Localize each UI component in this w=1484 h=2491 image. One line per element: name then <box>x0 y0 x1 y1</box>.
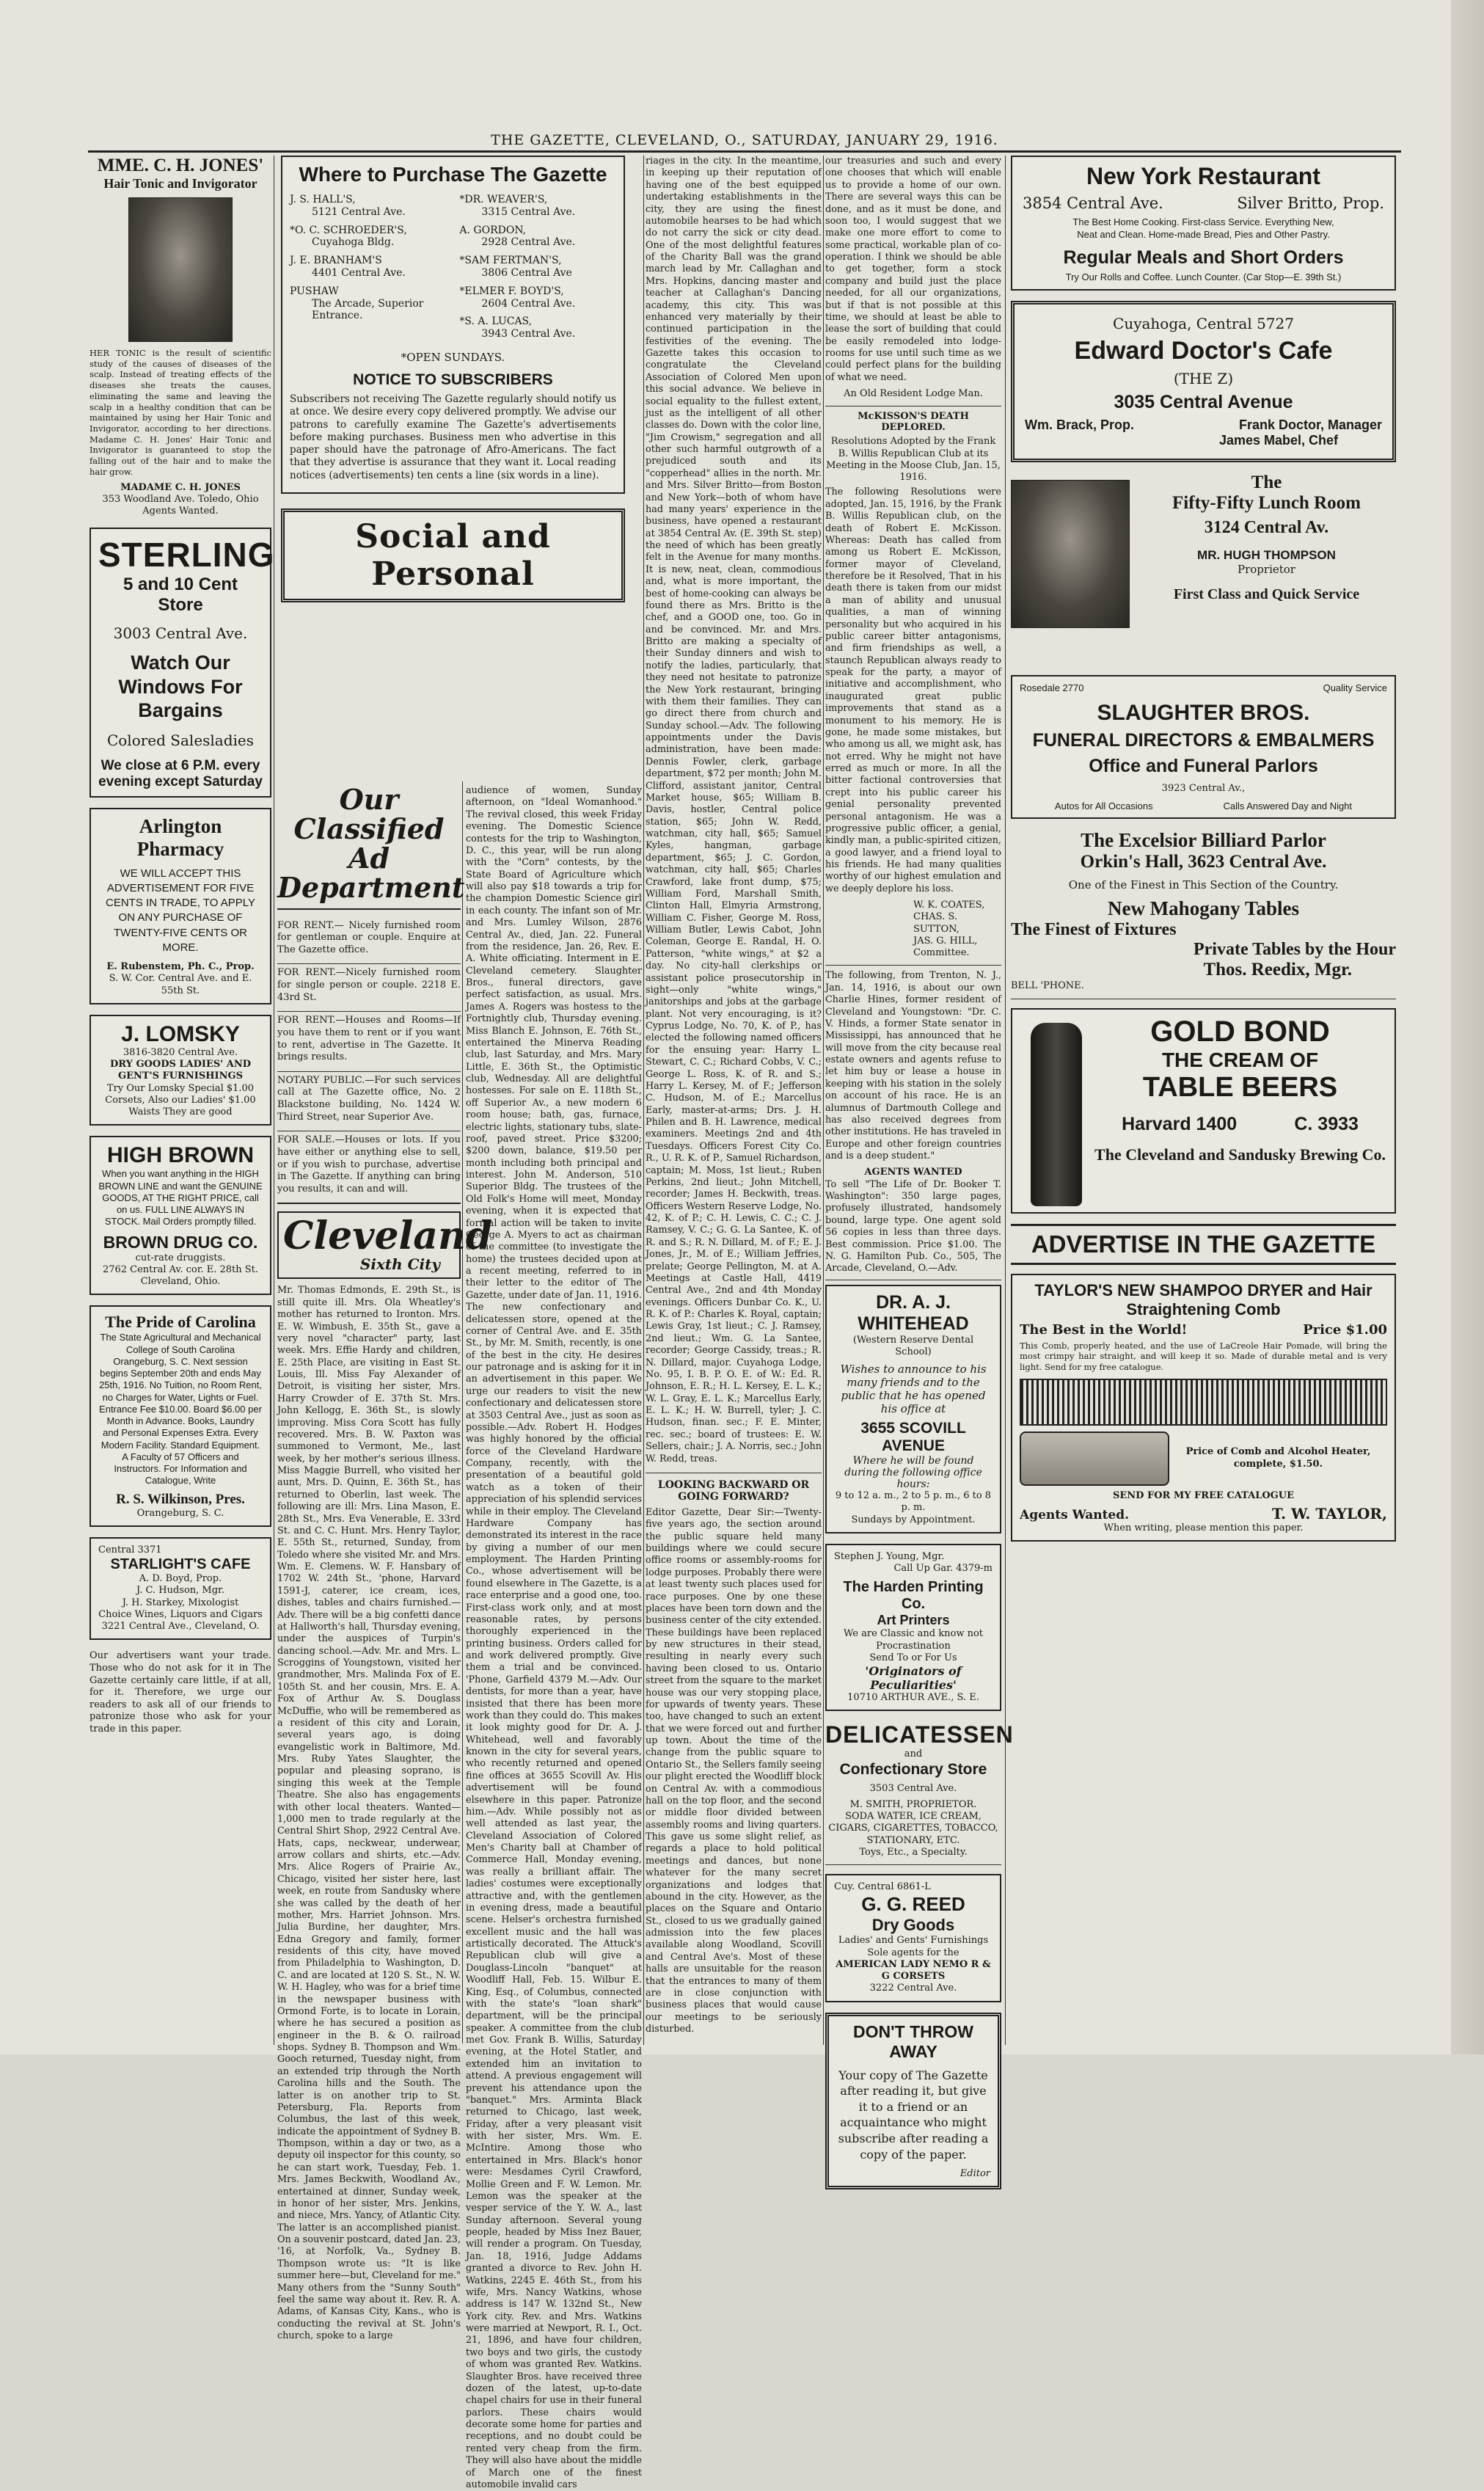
where-title: Where to Purchase The Gazette <box>299 163 607 186</box>
slaughter-autos: Autos for All Occasions <box>1054 800 1153 812</box>
jones-portrait <box>128 197 233 342</box>
vendor-entry: *S. A. LUCAS, 3943 Central Ave. <box>459 316 576 340</box>
lomsky-address: 3816-3820 Central Ave. <box>123 1046 238 1058</box>
vendor-entry: *SAM FERTMAN'S, 3806 Central Ave <box>459 255 572 279</box>
taylor-agents: Agents Wanted. <box>1020 1507 1130 1522</box>
where-box <box>281 156 625 494</box>
reed-ad <box>825 1874 1001 2002</box>
where-sundays: *OPEN SUNDAYS. <box>401 350 505 364</box>
fifty-service: First Class and Quick Service <box>1173 586 1360 603</box>
reed-address: 3222 Central Ave. <box>869 1983 957 1994</box>
goldbond-cream: THE CREAM OF <box>1161 1048 1319 1071</box>
doctor-title: Edward Doctor's Cafe <box>1074 337 1333 365</box>
sterling-title: STERLING <box>98 536 275 575</box>
sterling-ladies: Colored Salesladies <box>106 731 255 749</box>
deli-goods: SODA WATER, ICE CREAM, CIGARS, CIGARETTES, TOBACCO, STATIONARY, ETC. <box>828 1811 998 1846</box>
deli-title: DELICATESSEN <box>825 1721 1014 1748</box>
column4-text: audience of women, Sunday afternoon, on "Ideal Womanhood." The revival closed, this week Friday evening. The Domestic Science contests for the trip to Washington, D. C., this year, will be run along with the "Corn" contests, by the State Board of Agriculture which will also pay $18 towards a trip for the champion Domestic Science girl in each county. The infant son of Mr. and Mrs. Lumley Wilson, 2876 Central Av., died, Jan. 22. Funeral from the residence, Jan. 26, Rev. E. A. White officiating. Interment in E. Cleveland cemetery. Slaughter Bros., funeral directors, gave perfect satisfaction, as usual. Mrs. James A. Rogers was hostess to the Fortnightly club, Thursday evening. Miss Blanch E. Johnson, E. 76th St., entertained the Minerva Reading club, last Saturday, and Mrs. Mary Little, E. 36th St., the Optimistic club, Wednesday. All are delightful hostesses. For sale on E. 118th St., off Superior Av., a new modern 6 room house; bath, gas, furnace, electric lights, stationary tubs, slate-roof, paved street. Price $3200; $200 down, balance, $19.50 per month including both principal and interest. John M. Anderson, 510 Superior Bldg. The trustees of the Old Folk's Home will meet, Monday evening, when it is expected that formal action will be taken to invite George A. Myers to act as chairman of the committee (to investigate the home) the trustees decided upon at a recent meeting, referred to in their letter to the editor of The Gazette, under date of Jan. 11, 1916. The new confectionary and delicatessen store, opened at the corner of Central Ave. and E. 35th St., by Mr. M. Smith, recently, is one of the best in the city. He desires our patronage and is asking for it in an advertisement in this paper. We urge our readers to visit the new confectionary and delicatessen store at 3503 Central Ave., just as soon as possible.—Adv. Robert H. Hodges was highly honored by the official force of the Cleveland Hardware Company, recently, with the presentation of a beautiful gold watch as a token of their appreciation of his splendid services while in their employ. The Cleveland Hardware Company has demonstrated its interest in the race by giving a number of our men employment. The Harden Printing Co., whose advertisement will be found elsewhere in The Gazette, is a race enterprise and a good one, too. First-class work only, and at most reasonable rates, by persons thoroughly experienced in the printing business. Orders called for and work delivered promptly. Give them a trial and be convinced. 'Phone, Garfield 4379 M.—Adv. Our dentists, for more than a year, have insisted that there has been more work than they could do. This makes it look mighty good for Dr. A. J. Whitehead, well and favorably known in the city for several years, who recently returned and opened fine offices at 3655 Scovill Av. His advertisement will be found elsewhere in this paper. Patronize him.—Adv. While possibly not as well attended as last year, the Cleveland Association of Colored Men's Charity ball at Chamber of Commerce Hall, Monday evening, was really a brilliant affair. The ladies' costumes were exceptionally attractive and, with the gentlemen in evening dress, made a beautiful scene. Helser's orchestra furnished excellent music and the hall was artistically decorated. The Attuck's Republican club will give a Douglass-Lincoln "banquet" at Woodliff Hall, Feb. 15. Wilbur E. King, Esq., of Columbus, connected with the state's "loan shark" department, will be the principal speaker. A committee from the club met Gov. Frank B. Willis, Saturday evening, at the Hotel Statler, and extended him an invitation to attend. A previous engagement will prevent his attendance upon the "banquet." Mrs. Arminta Black returned to Chicago, last week, Friday, after a very pleasant visit with her sister, Mrs. Wm. E. McIntire. Among those who entertained in Mrs. Black's honor were: Mesdames Cyril Crawford, Mollie Green and F. W. Lemon. Mr. Lemon was the speaker at the vesper service of the Y. W. A., last Sunday afternoon. Several young people, headed by Miss Inez Bauer, will render a program. On Tuesday, Jan. 18, 1916, Judge Addams granted a divorce to Rev. John H. Watkins, 2245 E. 46th St., from his wife, Mrs. Nancy Watkins, whose address is 147 W. 132nd St., New York city. Rev. and Mrs. Watkins were married at Newport, R. I., Oct. 21, 1896, and have four children, two boys and two girls, the custody of whom was granted Rev. Watkins. Slaughter Bros. have received three dozen of the latest, up-to-date chapel chairs for use in their funeral parlors. These chairs would decorate some home for parties and receptions, and no doubt could be rented very cheap from the firm. They will also have about the middle of March one of the finest automobile invalid cars <box>466 785 642 2490</box>
slaughter-calls: Calls Answered Day and Night <box>1223 800 1353 812</box>
masthead-rule <box>88 150 1401 153</box>
where-list <box>290 194 616 346</box>
column-4 <box>466 785 642 2490</box>
reed-brand: AMERICAN LADY NEMO R & G CORSETS <box>836 1958 991 1983</box>
goldbond-phone1: Harvard 1400 <box>1122 1113 1238 1134</box>
fifty-ad <box>1011 473 1396 663</box>
beer-bottle-icon <box>1020 1015 1093 1206</box>
column-3 <box>277 783 493 2342</box>
billiard-mgr: Thos. Reedix, Mgr. <box>1203 960 1352 980</box>
carolina-text: The State Agricultural and Mechanical College of South Carolina Orangeburg, S. C. Next session begins September 20th and ends May 25th, 1916. No Tuition, no Room Rent, no Charges for Water, Lights or Fuel. Entrance Fee $10.00. Board $6.00 per Month in Advance. Books, Laundry and Personal Expenses Extra. Every Modern Facility. Standard Equipment. A Faculty of 57 Officers and Instructors. For Information and Catalogue, Write <box>99 1332 262 1487</box>
doctor-phone: Cuyahoga, Central 5727 <box>1113 315 1294 333</box>
jones-agents: Agents Wanted. <box>142 506 219 517</box>
nyrest-text: The Best Home Cooking. First-class Service. Everything New, Neat and Clean. Home-made Bread, Pies and Other Pastry. <box>1072 216 1334 240</box>
whitehead-where: Where he will be found during the following office hours: <box>844 1455 982 1491</box>
jones-address: 353 Woodland Ave. Toledo, Ohio <box>102 493 259 505</box>
billiard-phone: BELL 'PHONE. <box>1011 980 1084 992</box>
billiard-hall: Orkin's Hall, 3623 Central Ave. <box>1080 852 1327 872</box>
billiard-fixtures: The Finest of Fixtures <box>1011 920 1177 940</box>
vendor-entry: *DR. WEAVER'S, 3315 Central Ave. <box>459 194 576 218</box>
starlight-prop: A. D. Boyd, Prop. <box>139 1573 222 1585</box>
agents-title: AGENTS WANTED <box>864 1167 962 1178</box>
cleveland-subtitle: Sixth City <box>359 1255 440 1274</box>
deli-address: 3503 Central Ave. <box>869 1782 957 1794</box>
taylor-best: The Best in the World! <box>1020 1321 1188 1338</box>
taylor-row <box>1020 1322 1387 1338</box>
column-rule <box>1005 156 1006 2045</box>
lomsky-goods: DRY GOODS LADIES' AND GENT'S FURNISHINGS <box>109 1059 252 1082</box>
taylor-send: SEND FOR MY FREE CATALOGUE <box>1112 1489 1295 1501</box>
slaughter-bottom-row <box>1020 800 1387 812</box>
goldbond-ad <box>1011 1008 1396 1214</box>
notice-text: Subscribers not receiving The Gazette regularly should notify us at once. We desire every copy delivered promptly. We advise our patrons to carefully examine The Gazette's advertisements before making purchases. Business men who advertise in this paper should have the patronage of Afro-Americans. The fact that they advertise is assurance that they want it. Local reading notices (advertisements) ten cents a line (six words in a line). <box>290 393 616 481</box>
slaughter-top-row <box>1020 682 1387 693</box>
deli-and: and <box>904 1748 923 1760</box>
goldbond-text <box>1093 1015 1387 1206</box>
vendor-entry: PUSHAW The Arcade, Superior Entrance. <box>290 285 424 322</box>
billiard-title: The Excelsior Billiard Parlor <box>1081 829 1326 852</box>
lomsky-try: Try Our Lomsky Special $1.00 Corsets, Also our Ladies' $1.00 Waists They are good <box>105 1082 256 1118</box>
billiard-finest: One of the Finest in This Section of the Country. <box>1068 878 1339 892</box>
vendor-entry: *O. C. SCHROEDER'S, Cuyahoga Bldg. <box>290 224 407 249</box>
slaughter-ad <box>1011 675 1396 819</box>
throw-text: Your copy of The Gazette after reading it, but give it to a friend or an acquaintance who might subscribe after reading a copy of the paper. <box>838 2068 989 2162</box>
doctor-staff-row <box>1025 417 1382 433</box>
nyrest-try: Try Our Rolls and Coffee. Lunch Counter. (Car Stop—E. 39th St.) <box>1065 271 1342 282</box>
billiard-private: Private Tables by the Hour <box>1193 940 1396 960</box>
sterling-ad <box>89 528 275 797</box>
agents-text: To sell "The Life of Dr. Booker T. Washington": 350 large pages, profusely illustrated, handsomely bound, large type. One agent sold 56 copies in less than three days. Best commission. Price $1.00. The N. G. Hamilton Pub. Co., 505, The Arcade, Cleveland, O.—Adv. <box>825 1179 1001 1280</box>
where-right <box>459 194 616 346</box>
deli-sub: Confectionary Store <box>839 1760 987 1778</box>
starlight-title: STARLIGHT'S CAFE <box>110 1556 251 1573</box>
taylor-when: When writing, please mention this paper. <box>1103 1522 1304 1533</box>
classified-title: Our Classified Ad Department <box>277 783 465 904</box>
highbrown-company: BROWN DRUG CO. <box>103 1232 258 1252</box>
nyrest-title: New York Restaurant <box>1086 163 1320 189</box>
classified-ad: FOR RENT.— Nicely furnished room for gentleman or couple. Enquire at The Gazette office. <box>277 917 461 965</box>
classified-header <box>277 783 465 910</box>
lomsky-title: J. LOMSKY <box>121 1021 240 1046</box>
harden-title: The Harden Printing Co. <box>843 1579 984 1613</box>
harden-sub: Art Printers <box>877 1613 950 1628</box>
goldbond-title: GOLD BOND <box>1150 1015 1330 1048</box>
thompson-portrait <box>1011 480 1130 628</box>
doctor-mabel: James Mabel, Chef <box>1218 433 1338 448</box>
column-6 <box>825 156 1014 2180</box>
harden-call: Call Up Gar. 4379-m <box>893 1563 993 1575</box>
nyrest-ad <box>1011 156 1396 291</box>
fifty-address: 3124 Central Av. <box>1204 518 1329 538</box>
slaughter-sub2: Office and Funeral Parlors <box>1089 756 1318 777</box>
doctor-address: 3035 Central Avenue <box>1114 392 1293 413</box>
column1-footer: Our advertisers want your trade. Those who do not ask for it in The Gazette certainly care little, if at all, for it. Therefore, we urge our readers to ask all of our friends to patronize those who ask for your trade in this paper. <box>89 1650 271 1735</box>
column-1 <box>89 156 275 2049</box>
throw-ad <box>825 2013 1001 2190</box>
throw-sig: Editor <box>960 2168 990 2180</box>
fifty-mgr: MR. HUGH THOMPSON <box>1197 548 1336 563</box>
classified-ad: NOTARY PUBLIC.—For such services call at The Gazette office, No. 2 Blackstone building, No. 1424 W. Third Street, near Superior Ave. <box>277 1072 461 1132</box>
column6-text: our treasuries and such and every one chooses that which will enable us to provide a home of our own. There are several ways this can be done, and as it must be done, and soon too, I would suggest that we make one more effort to come to some practical, workable plan of co-operation. I think we should be able to get together, form a stock company and build just the place needed, for all our organizations, but if that is not possible at this time, we should at least be able to lease the sort of building that could be easily remodeled into lodge-rooms for use until such time as we could perfect plans for the building of what we need. <box>825 156 1001 383</box>
harden-slogan: 'Originators of Peculiarities' <box>865 1664 962 1693</box>
fifty-text <box>1130 473 1396 663</box>
doctor-brack: Wm. Brack, Prop. <box>1025 417 1135 433</box>
highbrown-druggists: cut-rate druggists. <box>135 1252 226 1263</box>
doctor-z: (THE Z) <box>1173 370 1234 388</box>
starlight-hudson: J. C. Hudson, Mgr. <box>136 1585 224 1597</box>
harden-address: 10710 ARTHUR AVE., S. E. <box>847 1692 979 1704</box>
heater-icon <box>1020 1431 1169 1486</box>
sterling-watch: Watch Our Windows For Bargains <box>118 652 243 722</box>
whitehead-title: DR. A. J. WHITEHEAD <box>858 1291 969 1334</box>
fifty-title: Fifty-Fifty Lunch Room <box>1172 493 1361 514</box>
taylor-text: This Comb, properly heated, and the use of LaCreole Hair Pomade, will bring the most crimpy hair straight, and will keep it so. Made of durable metal and is very light. Send for my free catalogue. <box>1020 1340 1387 1372</box>
doctor-ad <box>1011 301 1396 462</box>
harden-ad <box>825 1544 1001 1712</box>
classified-ad: FOR RENT.—Nicely furnished room for single person or couple. 2218 E. 43rd St. <box>277 964 461 1012</box>
vendor-entry: J. S. HALL'S, 5121 Central Ave. <box>290 194 406 218</box>
social-header <box>281 508 625 602</box>
reed-sub: Dry Goods <box>871 1916 955 1935</box>
deli-prop: M. SMITH, PROPRIETOR. <box>849 1798 977 1810</box>
comb-icon <box>1020 1379 1387 1426</box>
whitehead-sundays: Sundays by Appointment. <box>851 1514 976 1525</box>
advertise-banner: ADVERTISE IN THE GAZETTE <box>1011 1224 1396 1265</box>
mckisson-title: McKISSON'S DEATH DEPLORED. <box>825 406 1001 433</box>
arlington-text: WE WILL ACCEPT THIS ADVERTISEMENT FOR FIVE CENTS IN TRADE, TO APPLY ON ANY PURCHASE OF TWENTY-FIVE CENTS OR MORE. <box>106 867 255 954</box>
reed-phone: Cuy. Central 6861-L <box>834 1881 931 1893</box>
jones-name: MADAME C. H. JONES <box>120 481 241 493</box>
taylor-footer <box>1020 1505 1387 1522</box>
nyrest-meals: Regular Meals and Short Orders <box>1063 247 1344 268</box>
whitehead-hours: 9 to 12 a. m., 2 to 5 p. m., 6 to 8 p. m. <box>835 1490 992 1514</box>
deli-toys: Toys, Etc., a Specialty. <box>859 1846 968 1858</box>
highbrown-title: HIGH BROWN <box>107 1143 254 1168</box>
jones-ad <box>89 156 271 517</box>
masthead: THE GAZETTE, CLEVELAND, O., SATURDAY, JANUARY 29, 1916. <box>491 132 998 148</box>
column-rule <box>823 156 824 2045</box>
column-7 <box>1011 156 1396 2049</box>
social-title: Social and Personal <box>355 517 551 593</box>
taylor-price: Price $1.00 <box>1303 1321 1387 1338</box>
slaughter-quality: Quality Service <box>1323 682 1387 694</box>
sterling-address: 3003 Central Ave. <box>113 624 248 643</box>
sterling-close: We close at 6 P.M. every evening except Saturday <box>98 757 263 789</box>
goldbond-beers: TABLE BEERS <box>1142 1071 1338 1103</box>
whitehead-wish: Wishes to announce to his many friends and to the public that he has opened his office at <box>840 1363 987 1416</box>
fifty-prop: Proprietor <box>1238 563 1295 577</box>
column-rule <box>643 156 644 2045</box>
reed-text: Ladies' and Gents' Furnishings Sole agents for the <box>838 1935 989 1958</box>
carolina-city: Orangeburg, S. C. <box>136 1507 224 1519</box>
highbrown-ad <box>89 1136 271 1295</box>
column6-signature: An Old Resident Lodge Man. <box>844 388 983 400</box>
taylor-heater-row <box>1020 1431 1387 1486</box>
sterling-subtitle: 5 and 10 Cent Store <box>123 575 238 616</box>
taylor-ad <box>1011 1274 1396 1542</box>
nyrest-address-row <box>1023 194 1384 212</box>
vendor-entry: A. GORDON, 2928 Central Ave. <box>459 224 576 249</box>
goldbond-phones <box>1093 1114 1387 1135</box>
looking-text: Editor Gazette, Dear Sir:—Twenty-five years ago, the section around the public square held many buildings where we could secure office rooms or assembly-rooms for lodge purposes. Probably there were at least twenty such places used for race purposes. One by one these places have been torn down and the business center of the city extended. These buildings have been replaced by new structures in their stead, resulting in nearly every such having been closed to us. Ontario street from the square to the market house was our very stopping place, for upwards of twenty years. These too, have changed to such an extent that we were forced out and further up town. About the time of the change from the public square to Ontario St., the Sellers family seeing our plight erected the Woodliff block on Central Av. with a commodious hall on the top floor, and the second or middle floor divided between assembly rooms and living quarters. This gave us some slight relief, as regards a place to hold political meetings and dances, but none whatever for the many secret organizations and lodges that abound in the city. However, as the places on the Square and Ontario St., closed to us we gradually gained admission into the few places available along Woodland, Scovill and Central Ave's. Most of these halls are unsuitable for the reason that the entrances to many of them are in close conjunction with business places that would cause our meetings to be seriously disturbed. <box>646 1506 822 2035</box>
carolina-ad <box>89 1305 271 1527</box>
notice-title: NOTICE TO SUBSCRIBERS <box>353 371 553 388</box>
harden-send: Send To or For Us <box>869 1652 957 1663</box>
reed-title: G. G. REED <box>861 1893 965 1916</box>
trenton-text: The following, from Trenton, N. J., Jan. 14, 1916, is about our own Charlie Hines, former resident of Cleveland and Youngstown: "Dr. C. V. Hinds, a former State senator in Mississippi, has announced that he will move from the city because real estate owners and agents refuse to let him buy or lease a house in keeping with his station in the solely on account of his race. He is an alumnus of Dartmouth College and has also received degrees from other institutions. He has traveled in Europe and other foreign countries and is a deep student." <box>825 965 1001 1162</box>
carolina-president: R. S. Wilkinson, Pres. <box>116 1491 245 1507</box>
page-edge <box>1451 0 1484 2054</box>
cleveland-title: Cleveland <box>283 1214 493 1259</box>
taylor-name: T. W. TAYLOR, <box>1271 1504 1387 1522</box>
jones-text: HER TONIC is the result of scientific study of the causes of diseases of the scalp. Instead of treating effects of the diseases she treats the causes, eliminating the same and leaving the scalp in a healthy condition that can be maintained by using her Hair Tonic and Invigorator, according to her directions. Madame C. H. Jones' Hair Tonic and Invigorator is guaranteed to stop the falling out of the hair and to make the hair grow. <box>89 348 271 477</box>
nyrest-address: 3854 Central Ave. <box>1023 194 1163 212</box>
taylor-alcohol: Price of Comb and Alcohol Heater, complete, $1.50. <box>1185 1446 1371 1470</box>
classified-ad: FOR SALE.—Houses or lots. If you have either or anything else to sell, or if you wish to purchase, advertise in The Gazette. If anything can bring you results, it can and will. <box>277 1131 461 1204</box>
mckisson-signers: W. K. COATES, CHAS. S. SUTTON, JAS. G. HILL, Committee. <box>913 900 985 959</box>
lomsky-ad <box>89 1015 271 1126</box>
billiard-tables: New Mahogany Tables <box>1107 897 1300 920</box>
taylor-title: TAYLOR'S NEW SHAMPOO DRYER and Hair Straightening Comb <box>1034 1280 1372 1319</box>
column5-text: riages in the city. In the meantime, in keeping up their reputation of having one of the best equipped undertaking establishments in the city, they are using the finest automobile hearses to be had which do not carry the sick or city dead. One of the most delightful features of the Charity Ball was the grand march lead by Mr. Callaghan and Mrs. Hopkins, dancing master and teacher at Callaghan's Dancing academy, this city. This was enhanced very materially by their continued participation in the festivities of the evening. The Gazette takes this occasion to congratulate the Cleveland Association of Colored Men upon this social advance. We believe in social equality to the fullest extent, just as the intelligent of all other classes do. Down with the color line, "Jim Crowism," segregation and all other such harmful outgrowth of a prejudiced south and its "copperhead" allies in the north. Mr. and Mrs. Silver Britto—from Boston and New York—both of whom have had many years' experience in the business, have opened a restaurant at 3854 Central Av. (E. 39th St. step) the need of which has been greatly felt in the Avenue for many months. It is new, neat, clean, commodious and, what is more important, the best of home-cooking can always be found there as Mrs. Britto is the chef, and a GOOD one, too. Go in and be convinced. Mr. and Mrs. Britto are making a specialty of their Sunday dinners and wish to notify the ladies, particularly, that they need not hesitate to patronize the New York restaurant, bringing with them their families. They can go direct there from church and Sunday school.—Adv. The following appointments under the Davis administration, have been made: Dennis Fowler, clerk, garbage department, $72 per month; John M. Clifford, assistant janitor, Central Market house, $65; William B. Davis, hostler, Central police station, $65; John W. Redd, watchman, city hall, $65; Samuel Kyles, hangman, garbage department, $65; J. C. Gordon, watchman, city hall, $65; Charles Crawford, lake front dump, $75; William Ford, Marshall Smith, Clinton Hall, Elmyria Armstrong, William C. Fisher, George M. Ross, William Butler, Lewis Cabot, John Coleman, George E. Randal, H. O. Patterson, "white wings," at $2 a day. No city-hall clerkships or assistant police prosecutorship in sight—only "white wings," janitorships and jobs at the garbage plant. Not very encouraging, is it? Cyprus Lodge, No. 70, K. of P., has elected the following named officers for the ensuing year: Harry L. Stewart, C. C.; Richard Cobbs, V. C.; George L. Ross, K. of R. and S.; Harry L. Kersey, M. of F.; Jefferson C. Hudson, M. of E.; Marcellus Early, master-at-arms; Drs. J. H. Philen and B. H. Lawrence, medical examiners. Meetings 2nd and 4th Tuesdays. Officers Forest City Co. R., U. R. K. of P., Samuel Richardson, captain; M. Moss, 1st lieut.; Ruben Perkins, 2nd lieut.; John Mitchell, recorder; James H. Beckwith, treas. Officers Western Reserve Lodge, No. 42, K. of P.; C. H. Lewis, C. C.; C. J. Ramsey, V. C.; G. G. La Santee, K. of R. and S.; R. N. Dillard, M. of F.; E. J. Jones, Jr., M. of E.; William Jeffries, prelate; George Pellington, M. at A. Meetings at Castle Hall, 4419 Central Ave., 2nd and 4th Monday evenings. Officers Dunbar Co. K., U. R. K. of P.: Charles K. Royal, captain; Lewis Gray, 1st lieut.; C. J. Ramsey, 2nd lieut.; Wm. G. La Santee, recorder; George Cassidy, treas.; R. N. Dillard, major. Cuyahoga Lodge, No. 95, I. B. P. O. E. of W.: Ed. R. Johnson, E. R.; H. L. Kersey, E. L. K.; W. L. Gray, E. L. K.; Marcellus Early, E. L. K.; H. W. Burrell, tyler; J. C. Hudson, finan. sec.; F. E. Minter, rec. sec.; board of trustees: E. W. Sellers, chair.; J. A. Norris, sec.; John W. Redd, treas. <box>646 156 822 1465</box>
where-left <box>290 194 447 346</box>
arlington-address: S. W. Cor. Central Ave. and E. 55th St. <box>109 973 252 996</box>
slaughter-phone: Rosedale 2770 <box>1020 682 1084 694</box>
slaughter-address: 3923 Central Av., <box>1161 783 1246 795</box>
doctor-frank: Frank Doctor, Manager <box>1238 417 1382 433</box>
starlight-ad <box>89 1537 271 1641</box>
cleveland-text: Mr. Thomas Edmonds, E. 29th St., is still quite ill. Mrs. Ola Wheatley's mother has returned to Ironton. Mrs. E. W. Wimbush, E. 35th St., gave a very novel "character" party, last week. Mrs. Effie Hardy and children, E. 25th Place, are visiting in East St. Louis, Ill. Miss Fay Alexander of Detroit, is visiting her sister, Mrs. Harry Crowder of E. 37th St. Mrs. John Kellogg, E. 36th St., is slowly improving. Miss Cora Scott has fully recovered. Mrs. B. W. Paxton was summoned to Vermont, Me., last week, by her mother's serious illness. Miss Maggie Burrell, who visited her aunt, Mrs. D. Quinn, E. 36th St., has returned to Oberlin, last week. The following are ill: Mrs. Lina Mason, E. 28th St., Mrs. Eva Venerable, E. 33rd St. and C. C. Hunt. Mrs. Henry Taylor, E. 55th St., returned, Sunday, from Toledo where she visited Mr. and Mrs. Wm. E. Clemens. W. F. Hansbary of 1702 W. 24th St., 'phone, Harvard 1591-J, caterer, ice cream, ices, dishes, tables and chairs furnished.—Adv. There will be a big confetti dance at Hallworth's hall, Thursday evening, under the auspices of Turpin's dancing school.—Adv. Mr. and Mrs. L. Scroggins of Youngstown, visited her grandmother, Mrs. Malinda Fox of E. 105th St. and her cousin, Mrs. E. A. Fox of Arthur Av. S. Douglass McDuffie, who will be remembered as a resident of this city and Lorain, several years ago, is doing evangelistic work in Baltimore, Md. Mrs. Ruby Yates Slaughter, the popular and pleasing soprano, is singing this week at the Temple Theatre. She also has engagements with other local theaters. Wanted—1,000 men to trade regularly at the Central Shirt Shop, 2922 Central Ave. Hats, caps, neckwear, underwear, arrow collars and shirts, etc.—Adv. Mrs. Alice Rogers of Prairie Av., Chicago, visited her sister here, last week, en route from Sandusky where she was called by the death of her mother, Mrs. Harriet Johnson. Mrs. Julia Burdine, her daughter, Mrs. Edna Gregory and family, former residents of this city, have moved from Philadelphia to Washington, D. C. and are located at 120 S. St., N. W. W. H. Hagley, who was for a brief time in the newspaper business with Ormond Forte, is to locate in Lorain, where he has secured a position as engineer in the B. & O. railroad shops. Sydney B. Thompson and Wm. Gooch returned, Tuesday night, from an extended trip through the North Carolina hills and the South. The latter is on another trip to St. Petersburg, Fla. Reports from Columbus, the last of this week, indicate the appointment of Sydney B. Thompson, within a day or two, as a deputy oil inspector for this county, so he can start work, Tuesday, Feb. 1. Mrs. James Beckwith, Woodland Av., entertained at dinner, Sunday week, in honor of her sister, Mrs. Jenkins, and niece, Mrs. Yancy, of Atlantic City. The latter is an accomplished pianist. On a souvenir postcard, dated Jan. 23, '16, at Norfolk, Va., Sydney B. Thompson wrote us: "It is like summer here—but, Cleveland for me." Many others from the "Sunny South" feel the same way about it. Rev. R. A. Adams, of Kansas City, Kans., who is conducting the revival at St. John's church, spoke to a large <box>277 1285 461 2342</box>
cleveland-header <box>277 1211 493 1279</box>
highbrown-address: 2762 Central Av. cor. E. 28th St. Cleveland, Ohio. <box>102 1263 259 1288</box>
mckisson-text: The following Resolutions were adopted, Jan. 15, 1916, by the Frank B. Willis Republican club, on the death of Robert E. McKisson. Whereas: Death has called from among us Robert E. McKisson, former mayor of Cleveland, therefore be it Resolved, That in his death there is taken from our midst a man of ability and unusual qualities, a man of winning personality but who acquired in his public career bitter antagonisms, and firm friendships as well, a staunch Republican always ready to speak for the party, a mayor of initiative and accomplishment, who inaugurated great public improvements that stand as a monument to his memory. He is gone, he made some mistakes, but who among us all, we might ask, has not erred. Why he might not have erred as much or more. In all the bitter factional controversies that crept into his public career his genial personality prevented personal antagonism. He was a progressive public officer, a genial, kindly man, a public-spirited citizen, a good lawyer, and a friend loyal to his friends. He had many qualities worthy of our highest emulation and we deeply deplore his loss. <box>825 486 1001 894</box>
billiard-ad <box>1011 829 1396 999</box>
vendor-entry: *ELMER F. BOYD'S, 2604 Central Ave. <box>459 285 576 310</box>
column-5 <box>646 156 822 2049</box>
slaughter-sub: FUNERAL DIRECTORS & EMBALMERS <box>1032 730 1375 751</box>
starlight-address: Choice Wines, Liquors and Cigars 3221 Central Ave., Cleveland, O. <box>98 1608 263 1633</box>
harden-young: Stephen J. Young, Mgr. <box>834 1550 945 1562</box>
starlight-phone: Central 3371 <box>98 1544 162 1555</box>
jones-subtitle: Hair Tonic and Invigorator <box>103 176 257 191</box>
harden-text: We are Classic and know not Procrastination <box>843 1628 984 1652</box>
mckisson-sub: Resolutions Adopted by the Frank B. Willis Republican Club at its Meeting in the Moose Club, Jan. 15, 1916. <box>826 436 1001 484</box>
whitehead-address: 3655 SCOVILL AVENUE <box>860 1420 966 1455</box>
whitehead-ad <box>825 1285 1001 1533</box>
deli-ad <box>825 1721 1014 1865</box>
slaughter-title: SLAUGHTER BROS. <box>1097 701 1310 726</box>
goldbond-phone2: C. 3933 <box>1294 1113 1359 1134</box>
arlington-title: Arlington Pharmacy <box>136 814 224 860</box>
arlington-owner: E. Rubenstem, Ph. C., Prop. <box>106 961 255 973</box>
looking-title: LOOKING BACKWARD OR GOING FORWARD? <box>646 1473 822 1503</box>
arlington-ad <box>89 808 271 1004</box>
nyrest-prop: Silver Britto, Prop. <box>1237 194 1384 212</box>
throw-title: DON'T THROW AWAY <box>853 2021 973 2061</box>
vendor-entry: J. E. BRANHAM'S 4401 Central Ave. <box>290 255 406 279</box>
highbrown-text: When you want anything in the HIGH BROWN LINE and want the GENUINE GOODS, AT THE RIGHT PRICE, call on us. FULL LINE ALWAYS IN STOCK. Mail Orders promptly filled. <box>98 1168 263 1228</box>
jones-title: MME. C. H. JONES' <box>97 156 264 175</box>
carolina-title: The Pride of Carolina <box>105 1313 256 1332</box>
goldbond-company: The Cleveland and Sandusky Brewing Co. <box>1094 1145 1386 1164</box>
starlight-starkey: J. H. Starkey, Mixologist <box>122 1597 239 1608</box>
fifty-the: The <box>1251 473 1282 493</box>
classified-ad: FOR RENT.—Houses and Rooms—If you have them to rent or if you want to rent, advertise in The Gazette. It brings results. <box>277 1012 461 1072</box>
whitehead-sub: (Western Reserve Dental School) <box>852 1334 974 1357</box>
